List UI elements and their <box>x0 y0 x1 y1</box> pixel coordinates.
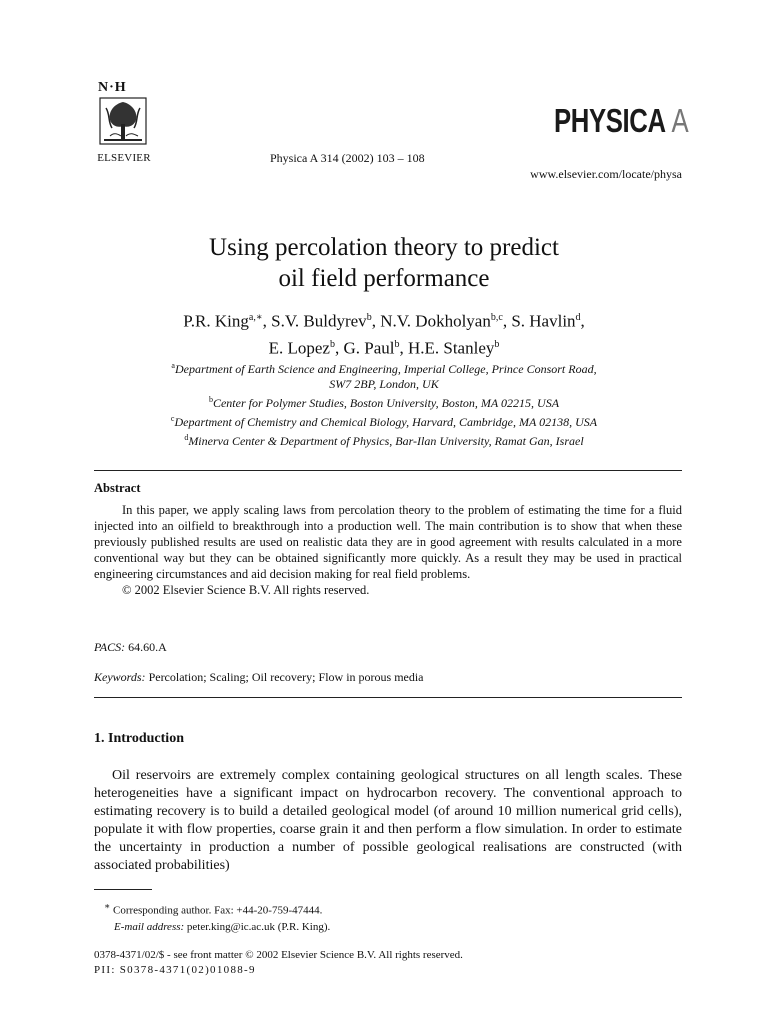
imprint-line: 0378-4371/02/$ - see front matter © 2002 Elsevier Science B.V. All rights reserved. <box>94 949 463 961</box>
section-heading: 1. Introduction <box>94 731 184 746</box>
journal-url[interactable]: www.elsevier.com/locate/physa <box>530 167 682 181</box>
paper-title-line-2: oil field performance <box>278 265 490 292</box>
author-name: G. Paul <box>343 338 395 358</box>
paper-title-line-1: Using percolation theory to predict <box>209 234 559 261</box>
journal-reference: Physica A 314 (2002) 103 – 108 <box>270 151 425 165</box>
affiliation-item-cont: SW7 2BP, London, UK <box>329 377 439 391</box>
author-name: S.V. Buldyrev <box>271 311 367 331</box>
keywords-line <box>94 670 424 685</box>
abstract-body <box>94 502 682 598</box>
email-label: E-mail address: <box>114 920 185 933</box>
keywords-value: Percolation; Scaling; Oil recovery; Flow in porous media <box>148 670 424 684</box>
section-body <box>94 767 682 875</box>
affiliation-sup: a <box>171 361 175 370</box>
affiliation-sup: c <box>170 414 175 423</box>
affiliation-item <box>0 358 768 377</box>
pacs-value: 64.60.A <box>128 640 167 654</box>
journal-name-text: PHYSICA <box>554 102 665 139</box>
author-sup: b <box>494 338 500 350</box>
author-name: N.V. Dokholyan <box>380 311 491 331</box>
affiliation-sup: b <box>208 395 213 404</box>
pacs-line <box>94 640 167 655</box>
author-sup: b <box>394 338 400 350</box>
footnote-mark: ∗ <box>104 901 111 911</box>
pii-line: PII: S0378-4371(02)01088-9 <box>94 964 256 976</box>
author-name: H.E. Stanley <box>407 338 495 358</box>
journal-name <box>554 102 688 140</box>
affiliation-text: Center for Polymer Studies, Boston University, Boston, MA 02215, USA <box>212 396 560 410</box>
pacs-label: PACS: <box>94 640 126 654</box>
footnote-rule <box>94 889 152 890</box>
affiliation-item <box>0 411 768 430</box>
journal-name-letter: A <box>671 102 689 139</box>
affiliation-item <box>0 392 768 411</box>
keywords-label: Keywords: <box>94 670 146 684</box>
author-name: S. Havlin <box>511 311 576 331</box>
author-sup: a,∗ <box>248 312 263 323</box>
affiliation-text: Minerva Center & Department of Physics, Bar-Ilan University, Ramat Gan, Israel <box>188 434 584 448</box>
author-sup: b,c <box>490 312 503 323</box>
author-name: P.R. King <box>183 311 249 331</box>
abstract-copyright: © 2002 Elsevier Science B.V. All rights reserved. <box>122 583 370 597</box>
abstract-text: In this paper, we apply scaling laws from percolation theory to the problem of estimating the time for a fluid injected into an oilfield to breakthrough into a production well. The main contribution is to show that when these previously published results are used on realistic data they are in good agreement with results calculated in a more conventional way but they can be obtained significantly more quickly. As a result they may be used in practical engineering circumstances and aid decision making for real field problems. <box>94 503 682 581</box>
divider-top <box>94 470 682 471</box>
author-list: P.R. King$^{a,∗}$, S.V. Buldyrev$^b$, N.V. Dokholyan$^{b,c}$, S. Havlin$^d$, E. Lopez$^b$, G. Paul$^b$, H.E. Stanley$^b$ <box>183 311 585 358</box>
affiliation-text: Department of Earth Science and Engineering, Imperial College, Prince Consort Road, <box>174 362 597 376</box>
paper-title <box>0 232 768 294</box>
footnote <box>94 898 330 935</box>
affiliation-text: Department of Chemistry and Chemical Biology, Harvard, Cambridge, MA 02138, USA <box>174 415 598 429</box>
author-sup: b <box>329 338 335 350</box>
footnote-text: Corresponding author. Fax: +44-20-759-47444. <box>112 904 323 917</box>
author-sup: d <box>575 312 581 323</box>
affiliation-list <box>0 358 768 449</box>
email-value[interactable]: peter.king@ic.ac.uk (P.R. King). <box>186 920 331 933</box>
affiliation-sup: d <box>184 433 189 442</box>
abstract-heading: Abstract <box>94 481 141 495</box>
divider-bottom <box>94 697 682 698</box>
author-name: E. Lopez <box>268 338 330 358</box>
publisher-name: ELSEVIER <box>97 152 151 164</box>
author-sup: b <box>366 312 372 323</box>
section-paragraph: Oil reservoirs are extremely complex containing geological structures on all length scales. These heterogeneities have a significant impact on hydrocarbon recovery. The conventional approach to estimating recovery is to build a detailed geological model (of around 10 million numerical grid cells), populate it with flow properties, coarse grain it and then perform a flow simulation. In order to estimate the uncertainty in production a number of possible geological realisations are constructed (with associated probabilities) <box>94 768 682 873</box>
affiliation-item <box>0 430 768 449</box>
imprint <box>94 948 463 978</box>
publisher-mark: N·H <box>98 80 127 95</box>
